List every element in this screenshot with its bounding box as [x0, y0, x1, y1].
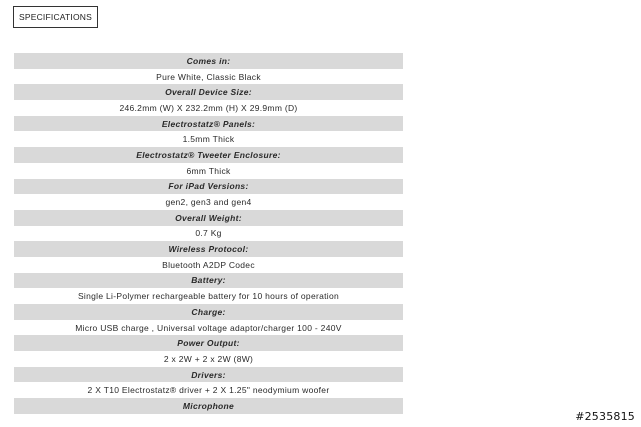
spec-value-comes-in: Pure White, Classic Black [14, 69, 403, 85]
spec-label-charge: Charge: [14, 304, 403, 320]
spec-label-weight: Overall Weight: [14, 210, 403, 226]
spec-value-wireless-protocol: Bluetooth A2DP Codec [14, 257, 403, 273]
tab-label: SPECIFICATIONS [18, 12, 92, 22]
spec-label-device-size: Overall Device Size: [14, 84, 403, 100]
spec-value-tweeter-enclosure: 6mm Thick [14, 163, 403, 179]
spec-value-weight: 0.7 Kg [14, 226, 403, 242]
spec-label-panels: Electrostatz® Panels: [14, 116, 403, 132]
spec-label-ipad-versions: For iPad Versions: [14, 179, 403, 195]
tab-specifications[interactable] [13, 6, 98, 28]
spec-label-microphone: Microphone [14, 398, 403, 414]
spec-value-drivers: 2 X T10 Electrostatz® driver + 2 X 1.25" neodymium woofer [14, 382, 403, 398]
spec-value-battery: Single Li-Polymer rechargeable battery for 10 hours of operation [14, 288, 403, 304]
spec-value-power-output: 2 x 2W + 2 x 2W (8W) [14, 351, 403, 367]
spec-label-power-output: Power Output: [14, 335, 403, 351]
spec-label-battery: Battery: [14, 273, 403, 289]
spec-value-panels: 1.5mm Thick [14, 131, 403, 147]
spec-label-drivers: Drivers: [14, 367, 403, 383]
spec-value-ipad-versions: gen2, gen3 and gen4 [14, 194, 403, 210]
spec-label-comes-in: Comes in: [14, 53, 403, 69]
specifications-table [14, 53, 403, 414]
spec-value-charge: Micro USB charge , Universal voltage adaptor/charger 100 - 240V [14, 320, 403, 336]
spec-label-tweeter-enclosure: Electrostatz® Tweeter Enclosure: [14, 147, 403, 163]
spec-label-wireless-protocol: Wireless Protocol: [14, 241, 403, 257]
spec-value-device-size: 246.2mm (W) X 232.2mm (H) X 29.9mm (D) [14, 100, 403, 116]
watermark-id: #2535815 [575, 410, 635, 423]
